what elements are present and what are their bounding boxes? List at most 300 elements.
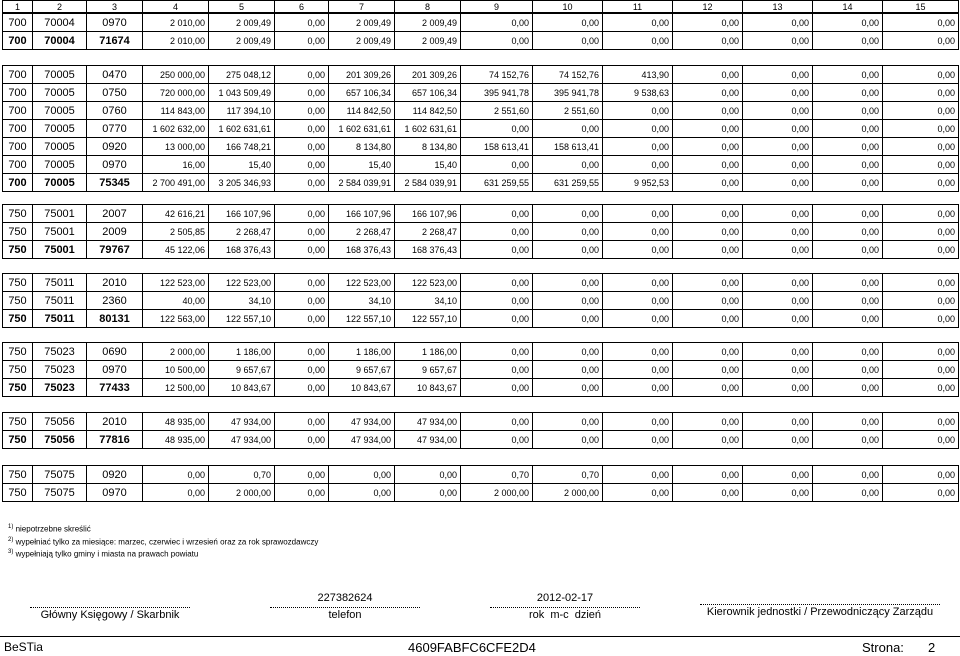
amount-cell: 15,40 [329, 156, 395, 174]
amount-cell: 0,00 [275, 431, 329, 449]
amount-cell: 0,00 [395, 484, 461, 502]
amount-cell: 0,00 [673, 484, 743, 502]
amount-cell: 0,00 [461, 413, 533, 431]
header-cell: 7 [329, 1, 395, 13]
amount-cell: 117 394,10 [209, 102, 275, 120]
classification-cell: 70005 [33, 174, 87, 192]
classification-cell: 750 [3, 292, 33, 310]
classification-cell: 750 [3, 379, 33, 397]
amount-cell: 166 748,21 [209, 138, 275, 156]
header-cell: 8 [395, 1, 461, 13]
amount-cell: 0,00 [883, 484, 959, 502]
amount-cell: 42 616,21 [143, 205, 209, 223]
classification-cell: 70005 [33, 156, 87, 174]
amount-cell: 168 376,43 [395, 241, 461, 259]
amount-cell: 0,00 [743, 413, 813, 431]
amount-cell: 0,00 [275, 466, 329, 484]
amount-cell: 0,00 [603, 223, 673, 241]
amount-cell: 0,00 [461, 241, 533, 259]
amount-cell: 122 563,00 [143, 310, 209, 328]
amount-cell: 0,00 [461, 431, 533, 449]
footnotes [8, 522, 318, 560]
table-row [3, 466, 959, 484]
accountant-line [30, 607, 190, 608]
amount-cell: 0,00 [533, 156, 603, 174]
classification-cell: 2010 [87, 413, 143, 431]
date-line [490, 607, 640, 608]
data-table-group [2, 13, 959, 50]
amount-cell: 395 941,78 [533, 84, 603, 102]
classification-cell: 0970 [87, 14, 143, 32]
amount-cell: 0,00 [743, 138, 813, 156]
header-cell: 4 [143, 1, 209, 13]
amount-cell: 0,00 [813, 466, 883, 484]
amount-cell: 0,00 [813, 413, 883, 431]
table-row [3, 274, 959, 292]
classification-cell: 70005 [33, 102, 87, 120]
classification-cell: 75001 [33, 223, 87, 241]
amount-cell: 0,00 [673, 310, 743, 328]
amount-cell: 0,00 [533, 223, 603, 241]
amount-cell: 0,00 [673, 379, 743, 397]
amount-cell: 2 551,60 [461, 102, 533, 120]
amount-cell: 0,00 [533, 292, 603, 310]
amount-cell: 0,00 [743, 379, 813, 397]
date-label: rok m-c dzień [528, 609, 602, 621]
amount-cell: 0,00 [143, 466, 209, 484]
classification-cell: 80131 [87, 310, 143, 328]
header-cell: 14 [813, 1, 883, 13]
classification-cell: 750 [3, 343, 33, 361]
amount-cell: 0,00 [533, 14, 603, 32]
amount-cell: 0,00 [673, 361, 743, 379]
table-row [3, 120, 959, 138]
amount-cell: 0,00 [813, 66, 883, 84]
amount-cell: 34,10 [395, 292, 461, 310]
classification-cell: 75023 [33, 361, 87, 379]
amount-cell: 0,00 [743, 32, 813, 50]
amount-cell: 1 602 631,61 [329, 120, 395, 138]
amount-cell: 0,00 [461, 156, 533, 174]
header-cell: 10 [533, 1, 603, 13]
page-label: Strona: [862, 640, 904, 655]
amount-cell: 0,00 [329, 466, 395, 484]
amount-cell: 0,00 [883, 241, 959, 259]
amount-cell: 0,00 [813, 84, 883, 102]
amount-cell: 0,00 [813, 274, 883, 292]
amount-cell: 0,00 [813, 14, 883, 32]
amount-cell: 1 186,00 [329, 343, 395, 361]
amount-cell: 0,00 [743, 431, 813, 449]
amount-cell: 0,00 [743, 174, 813, 192]
amount-cell: 0,00 [673, 156, 743, 174]
amount-cell: 0,00 [883, 84, 959, 102]
amount-cell: 2 009,49 [395, 32, 461, 50]
amount-cell: 2 010,00 [143, 14, 209, 32]
amount-cell: 0,00 [603, 379, 673, 397]
classification-cell: 0970 [87, 361, 143, 379]
amount-cell: 0,00 [275, 205, 329, 223]
amount-cell: 0,00 [883, 223, 959, 241]
amount-cell: 2 000,00 [461, 484, 533, 502]
classification-cell: 75075 [33, 484, 87, 502]
table-row [3, 84, 959, 102]
classification-cell: 70005 [33, 138, 87, 156]
classification-cell: 700 [3, 14, 33, 32]
classification-cell: 700 [3, 120, 33, 138]
table-row [3, 205, 959, 223]
amount-cell: 0,00 [275, 120, 329, 138]
amount-cell: 0,00 [395, 466, 461, 484]
amount-cell: 47 934,00 [209, 431, 275, 449]
amount-cell: 0,00 [813, 361, 883, 379]
amount-cell: 0,00 [603, 292, 673, 310]
amount-cell: 0,00 [743, 274, 813, 292]
phone-label: telefon [328, 609, 362, 621]
table-row [3, 14, 959, 32]
classification-cell: 0920 [87, 138, 143, 156]
amount-cell: 0,00 [603, 413, 673, 431]
amount-cell: 0,00 [533, 379, 603, 397]
amount-cell: 122 557,10 [329, 310, 395, 328]
software-name: BeSTia [4, 640, 43, 654]
header-cell: 2 [33, 1, 87, 13]
classification-cell: 700 [3, 102, 33, 120]
classification-cell: 750 [3, 361, 33, 379]
amount-cell: 0,00 [743, 66, 813, 84]
amount-cell: 122 557,10 [395, 310, 461, 328]
summary-row [3, 174, 959, 192]
amount-cell: 166 107,96 [395, 205, 461, 223]
amount-cell: 2 268,47 [329, 223, 395, 241]
table-row [3, 292, 959, 310]
amount-cell: 0,00 [275, 156, 329, 174]
amount-cell: 168 376,43 [329, 241, 395, 259]
amount-cell: 0,00 [603, 120, 673, 138]
header-cell: 6 [275, 1, 329, 13]
amount-cell: 0,00 [673, 138, 743, 156]
data-table-group [2, 412, 959, 449]
amount-cell: 0,00 [603, 102, 673, 120]
classification-cell: 71674 [87, 32, 143, 50]
classification-cell: 70004 [33, 14, 87, 32]
amount-cell: 0,00 [743, 14, 813, 32]
amount-cell: 0,00 [603, 205, 673, 223]
amount-cell: 0,00 [883, 292, 959, 310]
amount-cell: 0,00 [603, 14, 673, 32]
amount-cell: 114 842,50 [329, 102, 395, 120]
classification-cell: 700 [3, 32, 33, 50]
amount-cell: 0,00 [461, 361, 533, 379]
amount-cell: 9 657,67 [209, 361, 275, 379]
amount-cell: 0,00 [673, 466, 743, 484]
amount-cell: 74 152,76 [461, 66, 533, 84]
amount-cell: 0,00 [275, 484, 329, 502]
amount-cell: 47 934,00 [395, 413, 461, 431]
amount-cell: 0,00 [883, 379, 959, 397]
header-cell: 15 [883, 1, 959, 13]
amount-cell: 0,00 [883, 138, 959, 156]
amount-cell: 122 523,00 [143, 274, 209, 292]
amount-cell: 2 000,00 [533, 484, 603, 502]
header-cell: 1 [3, 1, 33, 13]
amount-cell: 0,00 [533, 120, 603, 138]
classification-cell: 0770 [87, 120, 143, 138]
amount-cell: 0,00 [603, 241, 673, 259]
amount-cell: 250 000,00 [143, 66, 209, 84]
amount-cell: 0,00 [883, 431, 959, 449]
amount-cell: 0,00 [743, 361, 813, 379]
amount-cell: 9 657,67 [395, 361, 461, 379]
amount-cell: 47 934,00 [395, 431, 461, 449]
amount-cell: 0,00 [533, 361, 603, 379]
amount-cell: 0,00 [603, 310, 673, 328]
table-row [3, 156, 959, 174]
amount-cell: 657 106,34 [395, 84, 461, 102]
date-value: 2012-02-17 [536, 592, 594, 604]
head-label: Kierownik jednostki / Przewodniczący Zarządu [706, 606, 934, 618]
classification-cell: 70004 [33, 32, 87, 50]
summary-row [3, 241, 959, 259]
amount-cell: 0,00 [883, 361, 959, 379]
data-table-group [2, 204, 959, 259]
classification-cell: 75011 [33, 274, 87, 292]
amount-cell: 0,00 [743, 102, 813, 120]
amount-cell: 0,00 [603, 466, 673, 484]
amount-cell: 0,00 [533, 241, 603, 259]
amount-cell: 0,00 [813, 32, 883, 50]
amount-cell: 0,00 [673, 413, 743, 431]
amount-cell: 9 952,53 [603, 174, 673, 192]
amount-cell: 0,70 [209, 466, 275, 484]
amount-cell: 1 186,00 [395, 343, 461, 361]
amount-cell: 275 048,12 [209, 66, 275, 84]
amount-cell: 0,00 [143, 484, 209, 502]
classification-cell: 79767 [87, 241, 143, 259]
amount-cell: 0,00 [883, 413, 959, 431]
classification-cell: 75023 [33, 343, 87, 361]
amount-cell: 0,00 [743, 310, 813, 328]
classification-cell: 700 [3, 84, 33, 102]
amount-cell: 0,00 [813, 241, 883, 259]
amount-cell: 0,00 [533, 413, 603, 431]
amount-cell: 0,00 [883, 14, 959, 32]
classification-cell: 0750 [87, 84, 143, 102]
amount-cell: 631 259,55 [461, 174, 533, 192]
table-row [3, 102, 959, 120]
amount-cell: 0,00 [813, 138, 883, 156]
amount-cell: 15,40 [395, 156, 461, 174]
amount-cell: 0,00 [883, 156, 959, 174]
header-cell: 12 [673, 1, 743, 13]
amount-cell: 114 842,50 [395, 102, 461, 120]
table-row [3, 138, 959, 156]
amount-cell: 0,00 [603, 32, 673, 50]
accountant-label: Główny Księgowy / Skarbnik [40, 609, 180, 621]
amount-cell: 0,00 [275, 66, 329, 84]
amount-cell: 0,00 [673, 102, 743, 120]
classification-cell: 750 [3, 241, 33, 259]
amount-cell: 10 843,67 [209, 379, 275, 397]
amount-cell: 166 107,96 [209, 205, 275, 223]
amount-cell: 0,00 [461, 223, 533, 241]
amount-cell: 34,10 [329, 292, 395, 310]
classification-cell: 75001 [33, 241, 87, 259]
amount-cell: 47 934,00 [329, 431, 395, 449]
amount-cell: 0,00 [883, 32, 959, 50]
amount-cell: 9 657,67 [329, 361, 395, 379]
amount-cell: 1 186,00 [209, 343, 275, 361]
amount-cell: 0,00 [883, 274, 959, 292]
data-table-group [2, 465, 959, 502]
amount-cell: 2 000,00 [143, 343, 209, 361]
amount-cell: 0,00 [275, 102, 329, 120]
amount-cell: 0,00 [883, 102, 959, 120]
classification-cell: 0760 [87, 102, 143, 120]
amount-cell: 10 843,67 [329, 379, 395, 397]
amount-cell: 0,00 [813, 379, 883, 397]
amount-cell: 47 934,00 [329, 413, 395, 431]
amount-cell: 0,00 [743, 484, 813, 502]
amount-cell: 0,00 [673, 120, 743, 138]
header-cell: 3 [87, 1, 143, 13]
amount-cell: 2 268,47 [209, 223, 275, 241]
amount-cell: 0,00 [275, 241, 329, 259]
amount-cell: 34,10 [209, 292, 275, 310]
amount-cell: 0,00 [533, 431, 603, 449]
amount-cell: 0,00 [533, 205, 603, 223]
amount-cell: 0,00 [461, 32, 533, 50]
classification-cell: 750 [3, 223, 33, 241]
classification-cell: 750 [3, 274, 33, 292]
amount-cell: 0,00 [743, 466, 813, 484]
classification-cell: 750 [3, 310, 33, 328]
amount-cell: 0,00 [461, 379, 533, 397]
classification-cell: 0970 [87, 484, 143, 502]
classification-cell: 700 [3, 174, 33, 192]
data-table-group [2, 273, 959, 328]
classification-cell: 77433 [87, 379, 143, 397]
classification-cell: 75056 [33, 431, 87, 449]
header-cell: 5 [209, 1, 275, 13]
amount-cell: 0,00 [743, 343, 813, 361]
footnote-3: $^{3)}$ wypełniają tylko gminy i miasta na prawach powiatu [8, 549, 199, 559]
amount-cell: 0,00 [603, 431, 673, 449]
amount-cell: 0,00 [275, 361, 329, 379]
amount-cell: 0,00 [673, 431, 743, 449]
amount-cell: 0,00 [883, 466, 959, 484]
amount-cell: 0,00 [533, 274, 603, 292]
amount-cell: 166 107,96 [329, 205, 395, 223]
classification-cell: 75023 [33, 379, 87, 397]
amount-cell: 0,00 [533, 32, 603, 50]
amount-cell: 0,00 [603, 138, 673, 156]
phone-line [270, 607, 420, 608]
amount-cell: 201 309,26 [395, 66, 461, 84]
amount-cell: 122 523,00 [209, 274, 275, 292]
classification-cell: 700 [3, 138, 33, 156]
classification-cell: 70005 [33, 84, 87, 102]
classification-cell: 750 [3, 484, 33, 502]
classification-cell: 70005 [33, 120, 87, 138]
amount-cell: 10 500,00 [143, 361, 209, 379]
amount-cell: 0,00 [461, 205, 533, 223]
amount-cell: 1 602 632,00 [143, 120, 209, 138]
amount-cell: 0,00 [603, 156, 673, 174]
table-row [3, 484, 959, 502]
amount-cell: 0,00 [673, 14, 743, 32]
amount-cell: 0,00 [883, 343, 959, 361]
classification-cell: 700 [3, 66, 33, 84]
amount-cell: 2 010,00 [143, 32, 209, 50]
amount-cell: 0,00 [673, 66, 743, 84]
amount-cell: 48 935,00 [143, 413, 209, 431]
amount-cell: 0,00 [461, 310, 533, 328]
amount-cell: 0,00 [275, 292, 329, 310]
amount-cell: 0,00 [883, 205, 959, 223]
classification-cell: 77816 [87, 431, 143, 449]
amount-cell: 0,00 [813, 102, 883, 120]
amount-cell: 74 152,76 [533, 66, 603, 84]
footnote-2: $^{2)}$ wypełniać tylko za miesiące: marzec, czerwiec i wrzesień oraz za rok sprawozdawczy [8, 536, 319, 547]
amount-cell: 0,00 [603, 484, 673, 502]
amount-cell: 0,00 [743, 205, 813, 223]
amount-cell: 158 613,41 [461, 138, 533, 156]
amount-cell: 2 009,49 [209, 14, 275, 32]
amount-cell: 0,00 [603, 343, 673, 361]
amount-cell: 0,00 [813, 120, 883, 138]
classification-cell: 0970 [87, 156, 143, 174]
amount-cell: 2 009,49 [395, 14, 461, 32]
amount-cell: 0,00 [813, 310, 883, 328]
amount-cell: 2 009,49 [329, 32, 395, 50]
amount-cell: 168 376,43 [209, 241, 275, 259]
amount-cell: 48 935,00 [143, 431, 209, 449]
amount-cell: 0,00 [275, 223, 329, 241]
classification-cell: 750 [3, 431, 33, 449]
summary-row [3, 310, 959, 328]
amount-cell: 122 523,00 [329, 274, 395, 292]
amount-cell: 114 843,00 [143, 102, 209, 120]
amount-cell: 0,00 [275, 14, 329, 32]
classification-cell: 2009 [87, 223, 143, 241]
amount-cell: 0,00 [673, 32, 743, 50]
amount-cell: 0,00 [743, 223, 813, 241]
classification-cell: 75345 [87, 174, 143, 192]
classification-cell: 0920 [87, 466, 143, 484]
footnote-1: $^{1)}$ niepotrzebne skreślić [8, 524, 91, 534]
amount-cell: 1 602 631,61 [209, 120, 275, 138]
classification-cell: 700 [3, 156, 33, 174]
classification-cell: 0690 [87, 343, 143, 361]
amount-cell: 2 700 491,00 [143, 174, 209, 192]
amount-cell: 0,00 [275, 274, 329, 292]
amount-cell: 0,00 [673, 292, 743, 310]
amount-cell: 16,00 [143, 156, 209, 174]
amount-cell: 0,00 [673, 205, 743, 223]
amount-cell: 0,00 [275, 379, 329, 397]
amount-cell: 0,00 [461, 292, 533, 310]
classification-cell: 75001 [33, 205, 87, 223]
classification-cell: 750 [3, 205, 33, 223]
amount-cell: 0,00 [533, 310, 603, 328]
amount-cell: 2 551,60 [533, 102, 603, 120]
classification-cell: 0470 [87, 66, 143, 84]
amount-cell: 9 538,63 [603, 84, 673, 102]
amount-cell: 395 941,78 [461, 84, 533, 102]
amount-cell: 47 934,00 [209, 413, 275, 431]
amount-cell: 13 000,00 [143, 138, 209, 156]
